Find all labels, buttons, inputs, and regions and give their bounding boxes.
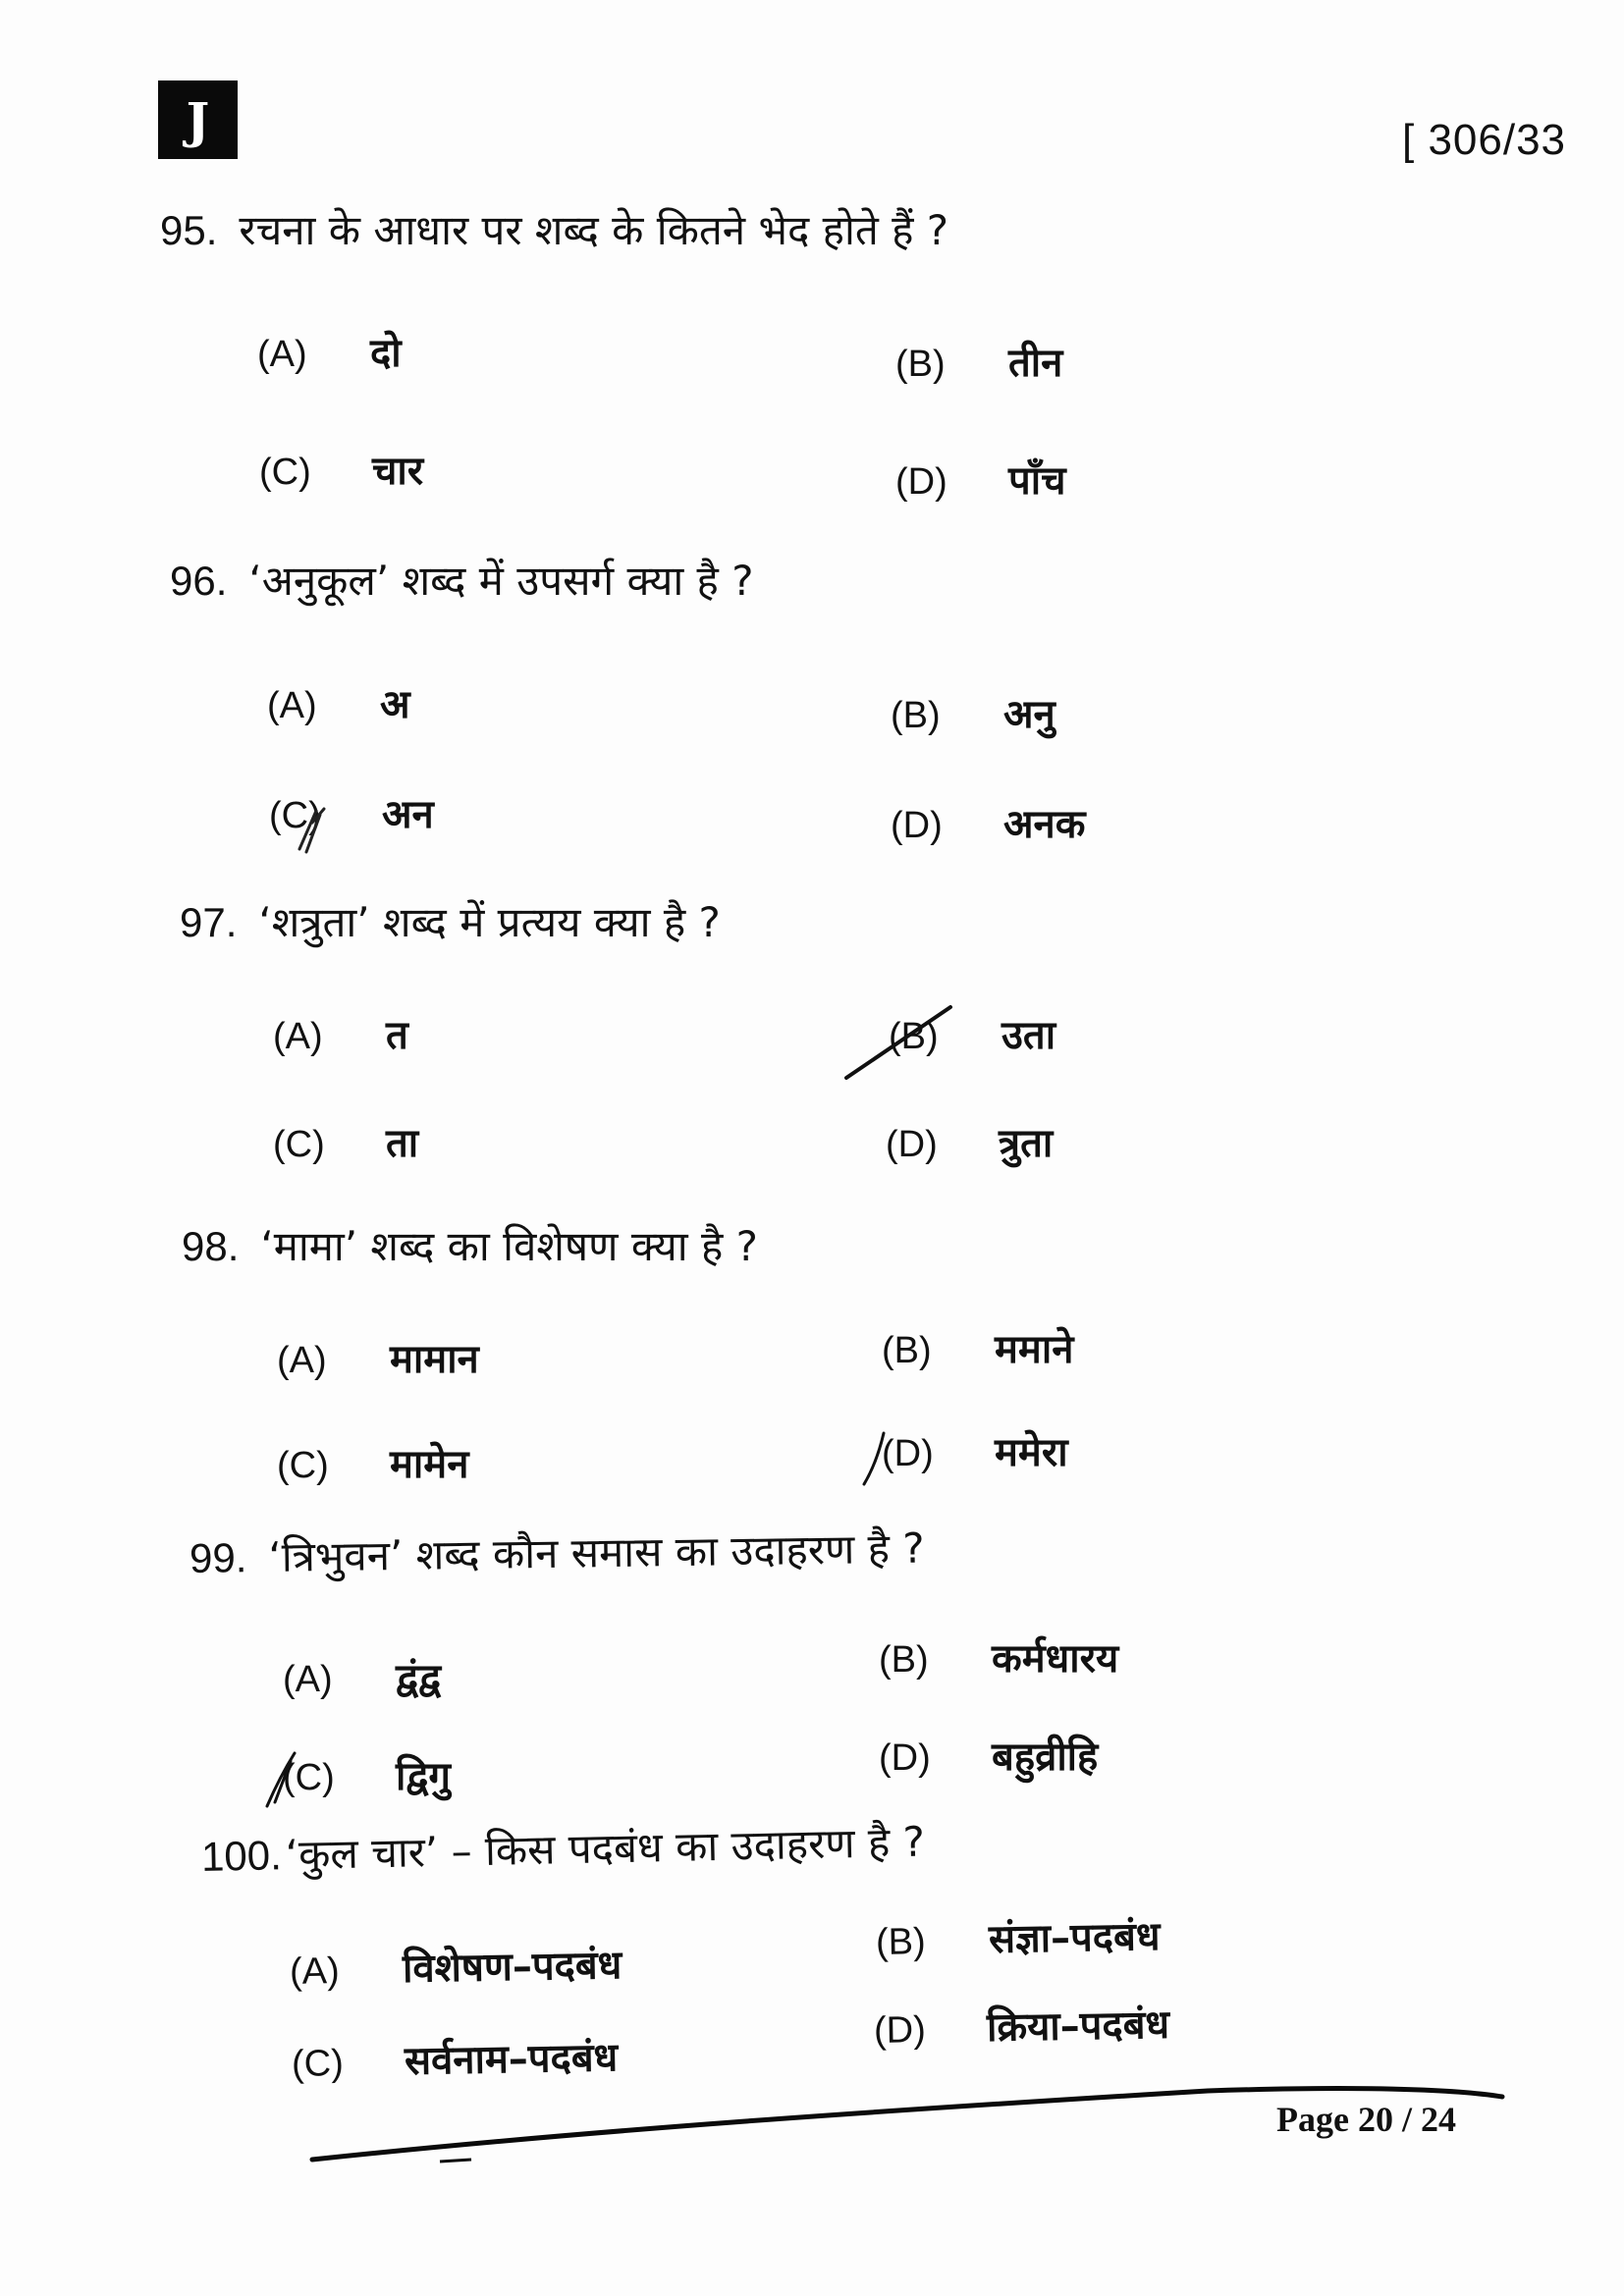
option-text: अन <box>382 792 434 837</box>
option-label: (C) <box>283 1757 335 1798</box>
option-95-b[interactable] <box>895 334 1062 388</box>
option-label: (D) <box>879 1737 931 1779</box>
option-label: (D) <box>886 1124 938 1165</box>
option-label: (C) <box>269 795 321 836</box>
option-text: दो <box>370 331 402 376</box>
option-text: पाँच <box>1008 458 1066 504</box>
option-95-a[interactable] <box>257 324 402 378</box>
option-text: अनु <box>1003 692 1056 737</box>
footer-dash <box>440 2160 471 2162</box>
option-text: मामेन <box>390 1442 469 1487</box>
option-98-c[interactable] <box>277 1435 468 1489</box>
option-label: (B) <box>891 695 941 736</box>
option-label: (D) <box>873 2009 927 2052</box>
option-100-a[interactable] <box>290 1936 623 1996</box>
option-label: (A) <box>289 1950 341 1993</box>
option-100-c[interactable] <box>292 2028 619 2088</box>
question-text: ‘अनुकूल’ शब्द में उपसर्ग क्या है ? <box>248 557 754 605</box>
option-text: द्वंद्व <box>396 1656 441 1701</box>
question-95 <box>160 201 948 257</box>
option-96-b[interactable] <box>891 685 1056 739</box>
question-text: ‘कुल चार’ – किस पदबंध का उदाहरण है ? <box>285 1817 926 1880</box>
option-98-b[interactable] <box>882 1320 1073 1374</box>
option-label: (A) <box>257 334 307 375</box>
option-label: (D) <box>882 1433 934 1474</box>
paper-code: [ 306/33 <box>1402 116 1567 164</box>
option-text: अ <box>380 682 410 727</box>
question-text: रचना के आधार पर शब्द के कितने भेद होते हैं ? <box>239 206 949 254</box>
option-text: ता <box>386 1121 419 1166</box>
option-99-b[interactable] <box>879 1629 1118 1683</box>
option-text: द्विगु <box>396 1754 451 1799</box>
option-text: तीन <box>1008 341 1063 386</box>
question-98 <box>182 1217 758 1273</box>
option-text: बहुव्रीहि <box>992 1735 1099 1780</box>
option-label: (B) <box>889 1016 939 1057</box>
option-text: विशेषण–पदबंध <box>402 1943 623 1992</box>
option-100-b[interactable] <box>876 1907 1161 1966</box>
option-text: मामान <box>390 1337 479 1382</box>
option-99-c[interactable] <box>283 1747 451 1801</box>
option-text: ममाने <box>995 1327 1074 1372</box>
question-text: ‘शत्रुता’ शब्द में प्रत्यय क्या है ? <box>258 898 721 946</box>
option-label: (D) <box>895 461 947 503</box>
option-96-a[interactable] <box>267 675 410 729</box>
option-label: (A) <box>277 1340 327 1381</box>
option-text: संज्ञा–पदबंध <box>988 1913 1161 1962</box>
tick-mark-icon <box>864 1433 884 1484</box>
question-number: 97. <box>180 899 238 945</box>
option-95-d[interactable] <box>895 452 1065 506</box>
option-label: (C) <box>277 1445 329 1486</box>
option-96-d[interactable] <box>891 795 1085 849</box>
option-label: (D) <box>891 805 943 846</box>
question-number: 98. <box>182 1223 240 1269</box>
option-text: त्रुता <box>999 1121 1054 1166</box>
set-code-badge <box>158 80 238 159</box>
option-label: (A) <box>283 1659 333 1700</box>
question-99 <box>189 1520 925 1585</box>
option-label: (C) <box>273 1124 325 1165</box>
option-label: (B) <box>875 1921 927 1963</box>
option-text: ममेरा <box>995 1430 1068 1475</box>
option-98-d[interactable] <box>882 1423 1068 1477</box>
question-97 <box>180 893 721 949</box>
option-label: (C) <box>291 2043 345 2085</box>
option-label: (B) <box>879 1639 929 1681</box>
option-96-c[interactable] <box>269 785 434 839</box>
option-text: त <box>386 1013 408 1058</box>
page-number: Page 20 / 24 <box>1276 2100 1456 2139</box>
option-97-c[interactable] <box>273 1114 418 1168</box>
option-97-a[interactable] <box>273 1006 408 1060</box>
option-label: (C) <box>259 452 311 493</box>
question-number: 100. <box>200 1832 283 1880</box>
option-text: उता <box>1001 1013 1056 1058</box>
question-100 <box>200 1813 925 1884</box>
question-number: 99. <box>189 1534 247 1581</box>
option-95-c[interactable] <box>259 442 423 496</box>
option-99-d[interactable] <box>879 1728 1098 1782</box>
set-code-label: J <box>186 90 210 149</box>
question-96 <box>170 552 754 608</box>
option-98-a[interactable] <box>277 1330 479 1384</box>
option-100-d[interactable] <box>874 1996 1170 2055</box>
option-text: कर्मधारय <box>992 1636 1119 1682</box>
option-text: क्रिया–पदबंध <box>986 2002 1170 2051</box>
question-number: 96. <box>170 558 228 604</box>
question-number: 95. <box>160 207 218 253</box>
option-label: (A) <box>267 685 317 726</box>
question-text: ‘त्रिभुवन’ शब्द कौन समास का उदाहरण है ? <box>268 1523 925 1581</box>
option-text: चार <box>372 449 424 494</box>
option-label: (B) <box>895 344 946 385</box>
option-label: (A) <box>273 1016 323 1057</box>
option-97-b[interactable] <box>889 1006 1056 1060</box>
option-text: सर्वनाम–पदबंध <box>404 2035 619 2084</box>
question-text: ‘मामा’ शब्द का विशेषण क्या है ? <box>260 1222 758 1270</box>
option-text: अनक <box>1003 802 1086 847</box>
option-99-a[interactable] <box>283 1649 441 1703</box>
option-97-d[interactable] <box>886 1114 1053 1168</box>
option-label: (B) <box>882 1330 932 1371</box>
